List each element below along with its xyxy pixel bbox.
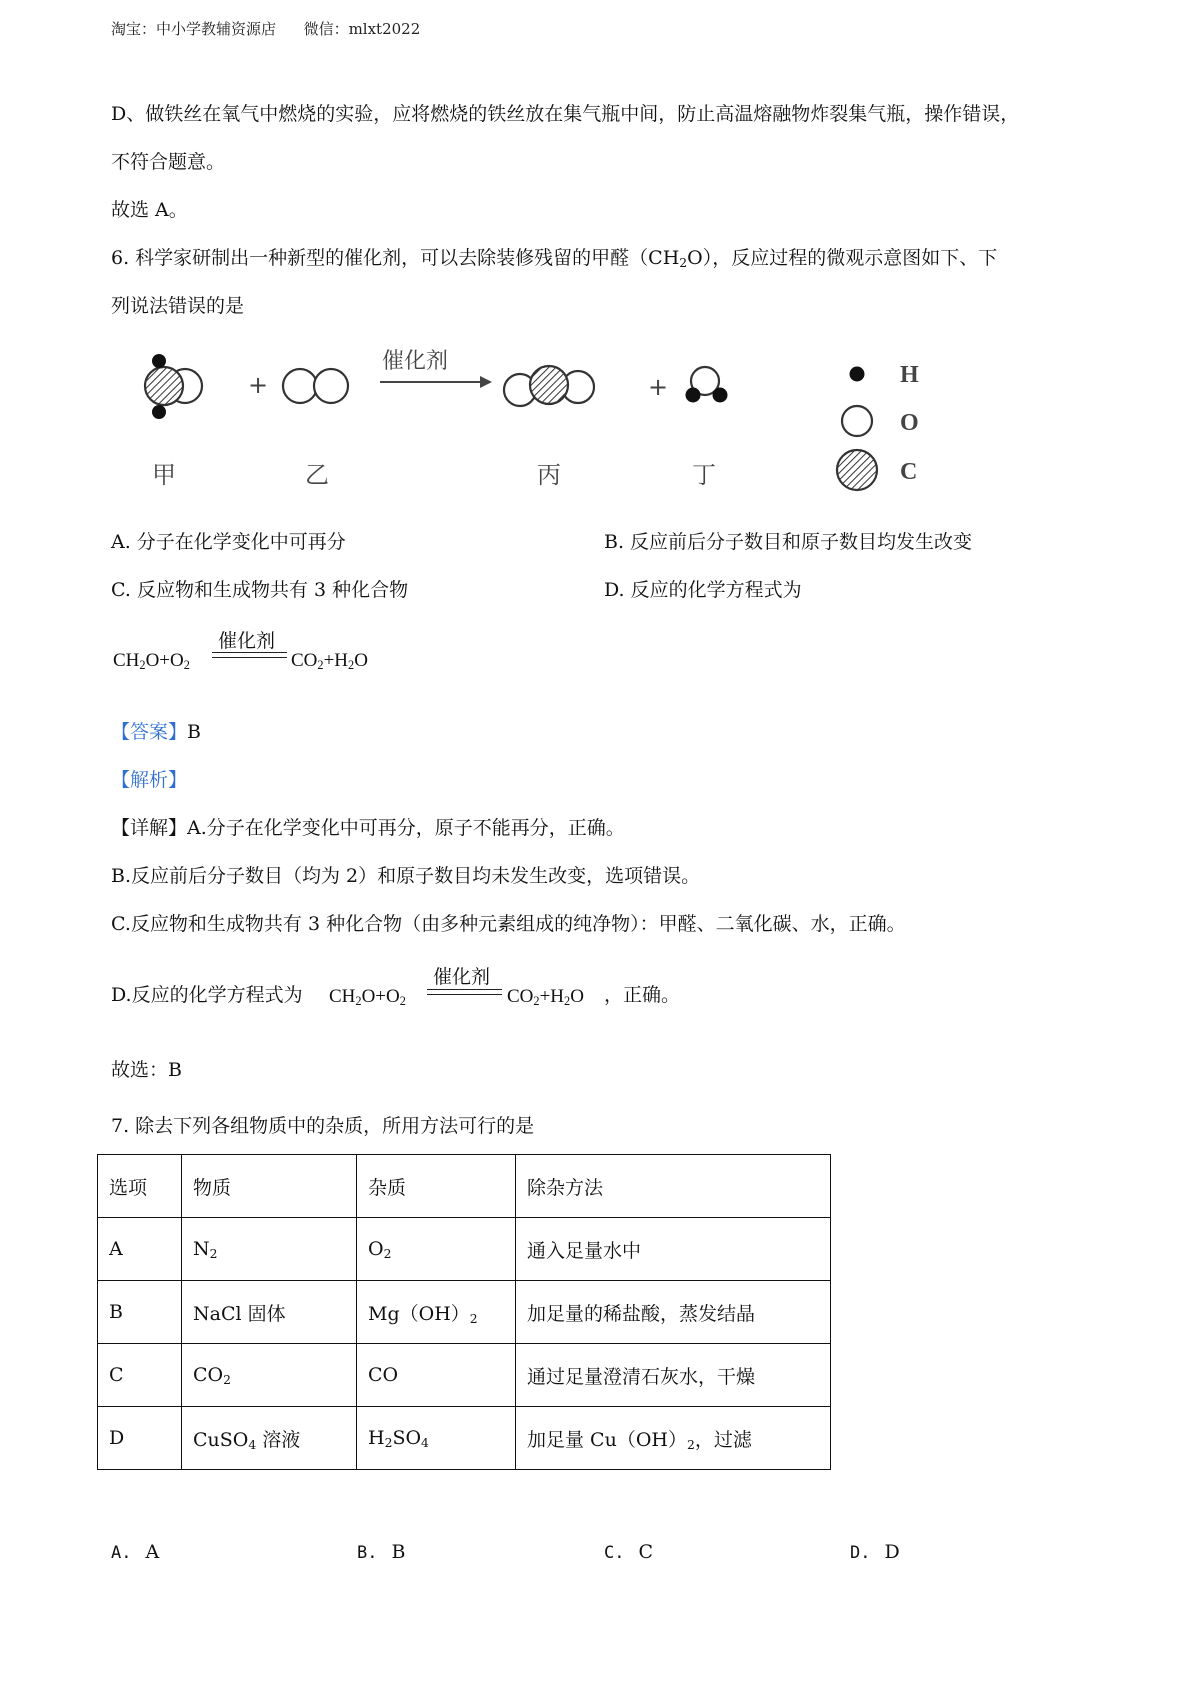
row-c-impurity: CO (357, 1344, 516, 1407)
equation-equals (212, 652, 287, 658)
table-row (98, 1344, 831, 1407)
detail-c: C.反应物和生成物共有 3 种化合物（由多种元素组成的纯净物）：甲醛、二氧化碳、水，正确。 (111, 913, 906, 935)
reaction-arrow (380, 376, 492, 388)
shop-name: 淘宝：中小学教辅资源店 (111, 20, 277, 38)
detail-d (111, 962, 751, 1012)
q7-table (97, 1154, 831, 1470)
header-method: 除杂方法 (516, 1155, 831, 1218)
header-substance: 物质 (182, 1155, 357, 1218)
row-a-impurity: $O_2$ (357, 1218, 516, 1281)
q6-option-a: A. 分子在化学变化中可再分 (111, 531, 346, 553)
q7-choice-a: A. A (111, 1541, 160, 1563)
row-c-method: 通过足量澄清石灰水，干燥 (516, 1344, 831, 1407)
q7-choice-c: C. C (604, 1541, 654, 1563)
molecule-yi (283, 369, 348, 403)
analysis-label: 【解析】 (111, 769, 188, 791)
table-row (98, 1218, 831, 1281)
row-a-substance: $N_2$ (182, 1218, 357, 1281)
q6-answer (111, 723, 201, 742)
prev-option-d-line1: D、做铁丝在氧气中燃烧的实验，应将燃烧的铁丝放在集气瓶中间，防止高温熔融物炸裂集气瓶，操作错误， (111, 103, 1020, 125)
table-header-row (98, 1155, 831, 1218)
detail-equation-catalyst: 催化剂 (433, 966, 491, 988)
label-ding: 丁 (692, 461, 716, 489)
q7-choice-d: D. D (850, 1541, 900, 1563)
detail-b: B.反应前后分子数目（均为 2）和原子数目均未发生改变，选项错误。 (111, 865, 701, 887)
q6-option-b: B. 反应前后分子数目和原子数目均发生改变 (604, 531, 973, 553)
row-b-option: B (98, 1281, 182, 1344)
molecule-jia (145, 354, 202, 419)
equation-rhs: $CO_2+H_2O$ (291, 650, 368, 672)
equation-lhs: $CH_2O+O_2$ (113, 650, 190, 672)
row-b-method: 加足量的稀盐酸，蒸发结晶 (516, 1281, 831, 1344)
row-b-substance: NaCl 固体 (182, 1281, 357, 1344)
detail-label: 【详解】 (111, 817, 188, 839)
table-row (98, 1281, 831, 1344)
detail-equation-lhs: $CH_2O+O_2$ (329, 986, 406, 1008)
row-c-substance: $CO_2$ (182, 1344, 357, 1407)
option-d-equation (113, 626, 413, 676)
q6-stem-line2: 列说法错误的是 (111, 295, 245, 317)
label-bing: 丙 (537, 461, 561, 489)
equation-catalyst: 催化剂 (218, 630, 276, 652)
detail-d-prefix: D.反应的化学方程式为 (111, 984, 303, 1006)
prev-option-d-line2: 不符合题意。 (111, 151, 226, 173)
row-b-impurity: $Mg(OH)_2$ (357, 1281, 516, 1344)
prev-conclusion: 故选 A。 (111, 199, 188, 221)
page-header (111, 22, 420, 37)
plus-sign-2: + (648, 373, 669, 401)
q6-option-c: C. 反应物和生成物共有 3 种化合物 (111, 579, 409, 601)
row-d-method: 加足量 $Cu(OH)_2$，过滤 (516, 1407, 831, 1470)
q7-stem: 7. 除去下列各组物质中的杂质，所用方法可行的是 (111, 1115, 535, 1137)
molecule-bing (504, 366, 594, 406)
q6-conclusion: 故选：B (111, 1059, 182, 1081)
legend-o: O (900, 410, 919, 436)
row-a-option: A (98, 1218, 182, 1281)
plus-sign-1: + (248, 371, 269, 399)
q7-choice-b: B. B (357, 1541, 406, 1563)
row-d-impurity: $H_2SO_4$ (357, 1407, 516, 1470)
wechat-id: 微信：mlxt2022 (303, 20, 421, 38)
answer-label: 【答案】 (111, 721, 188, 743)
label-yi: 乙 (305, 461, 329, 489)
header-impurity: 杂质 (357, 1155, 516, 1218)
arrow-catalyst-label: 催化剂 (382, 349, 449, 374)
row-d-substance: CuSO$_4$ 溶液 (182, 1407, 357, 1470)
detail-equation-rhs: $CO_2+H_2O$ (507, 986, 584, 1008)
label-jia: 甲 (152, 461, 176, 489)
row-c-option: C (98, 1344, 182, 1407)
q6-stem-line1: 6. 科学家研制出一种新型的催化剂，可以去除装修残留的甲醛$(CH_2O)$，反应过程的微观示意图如下、下 (111, 247, 998, 270)
molecule-ding (686, 367, 728, 403)
legend-h: H (900, 362, 919, 388)
header-option: 选项 (98, 1155, 182, 1218)
detail-d-suffix: ，正确。 (604, 984, 681, 1006)
reaction-diagram (130, 340, 950, 500)
detail-a: 【详解】A.分子在化学变化中可再分，原子不能再分，正确。 (111, 817, 625, 839)
row-a-method: 通入足量水中 (516, 1218, 831, 1281)
detail-equation-equals (427, 989, 502, 995)
table-row (98, 1407, 831, 1470)
answer-value: B (187, 721, 201, 743)
legend-c: C (900, 459, 918, 485)
q6-option-d: D. 反应的化学方程式为 (604, 579, 802, 601)
row-d-option: D (98, 1407, 182, 1470)
diagram-legend (837, 362, 919, 490)
